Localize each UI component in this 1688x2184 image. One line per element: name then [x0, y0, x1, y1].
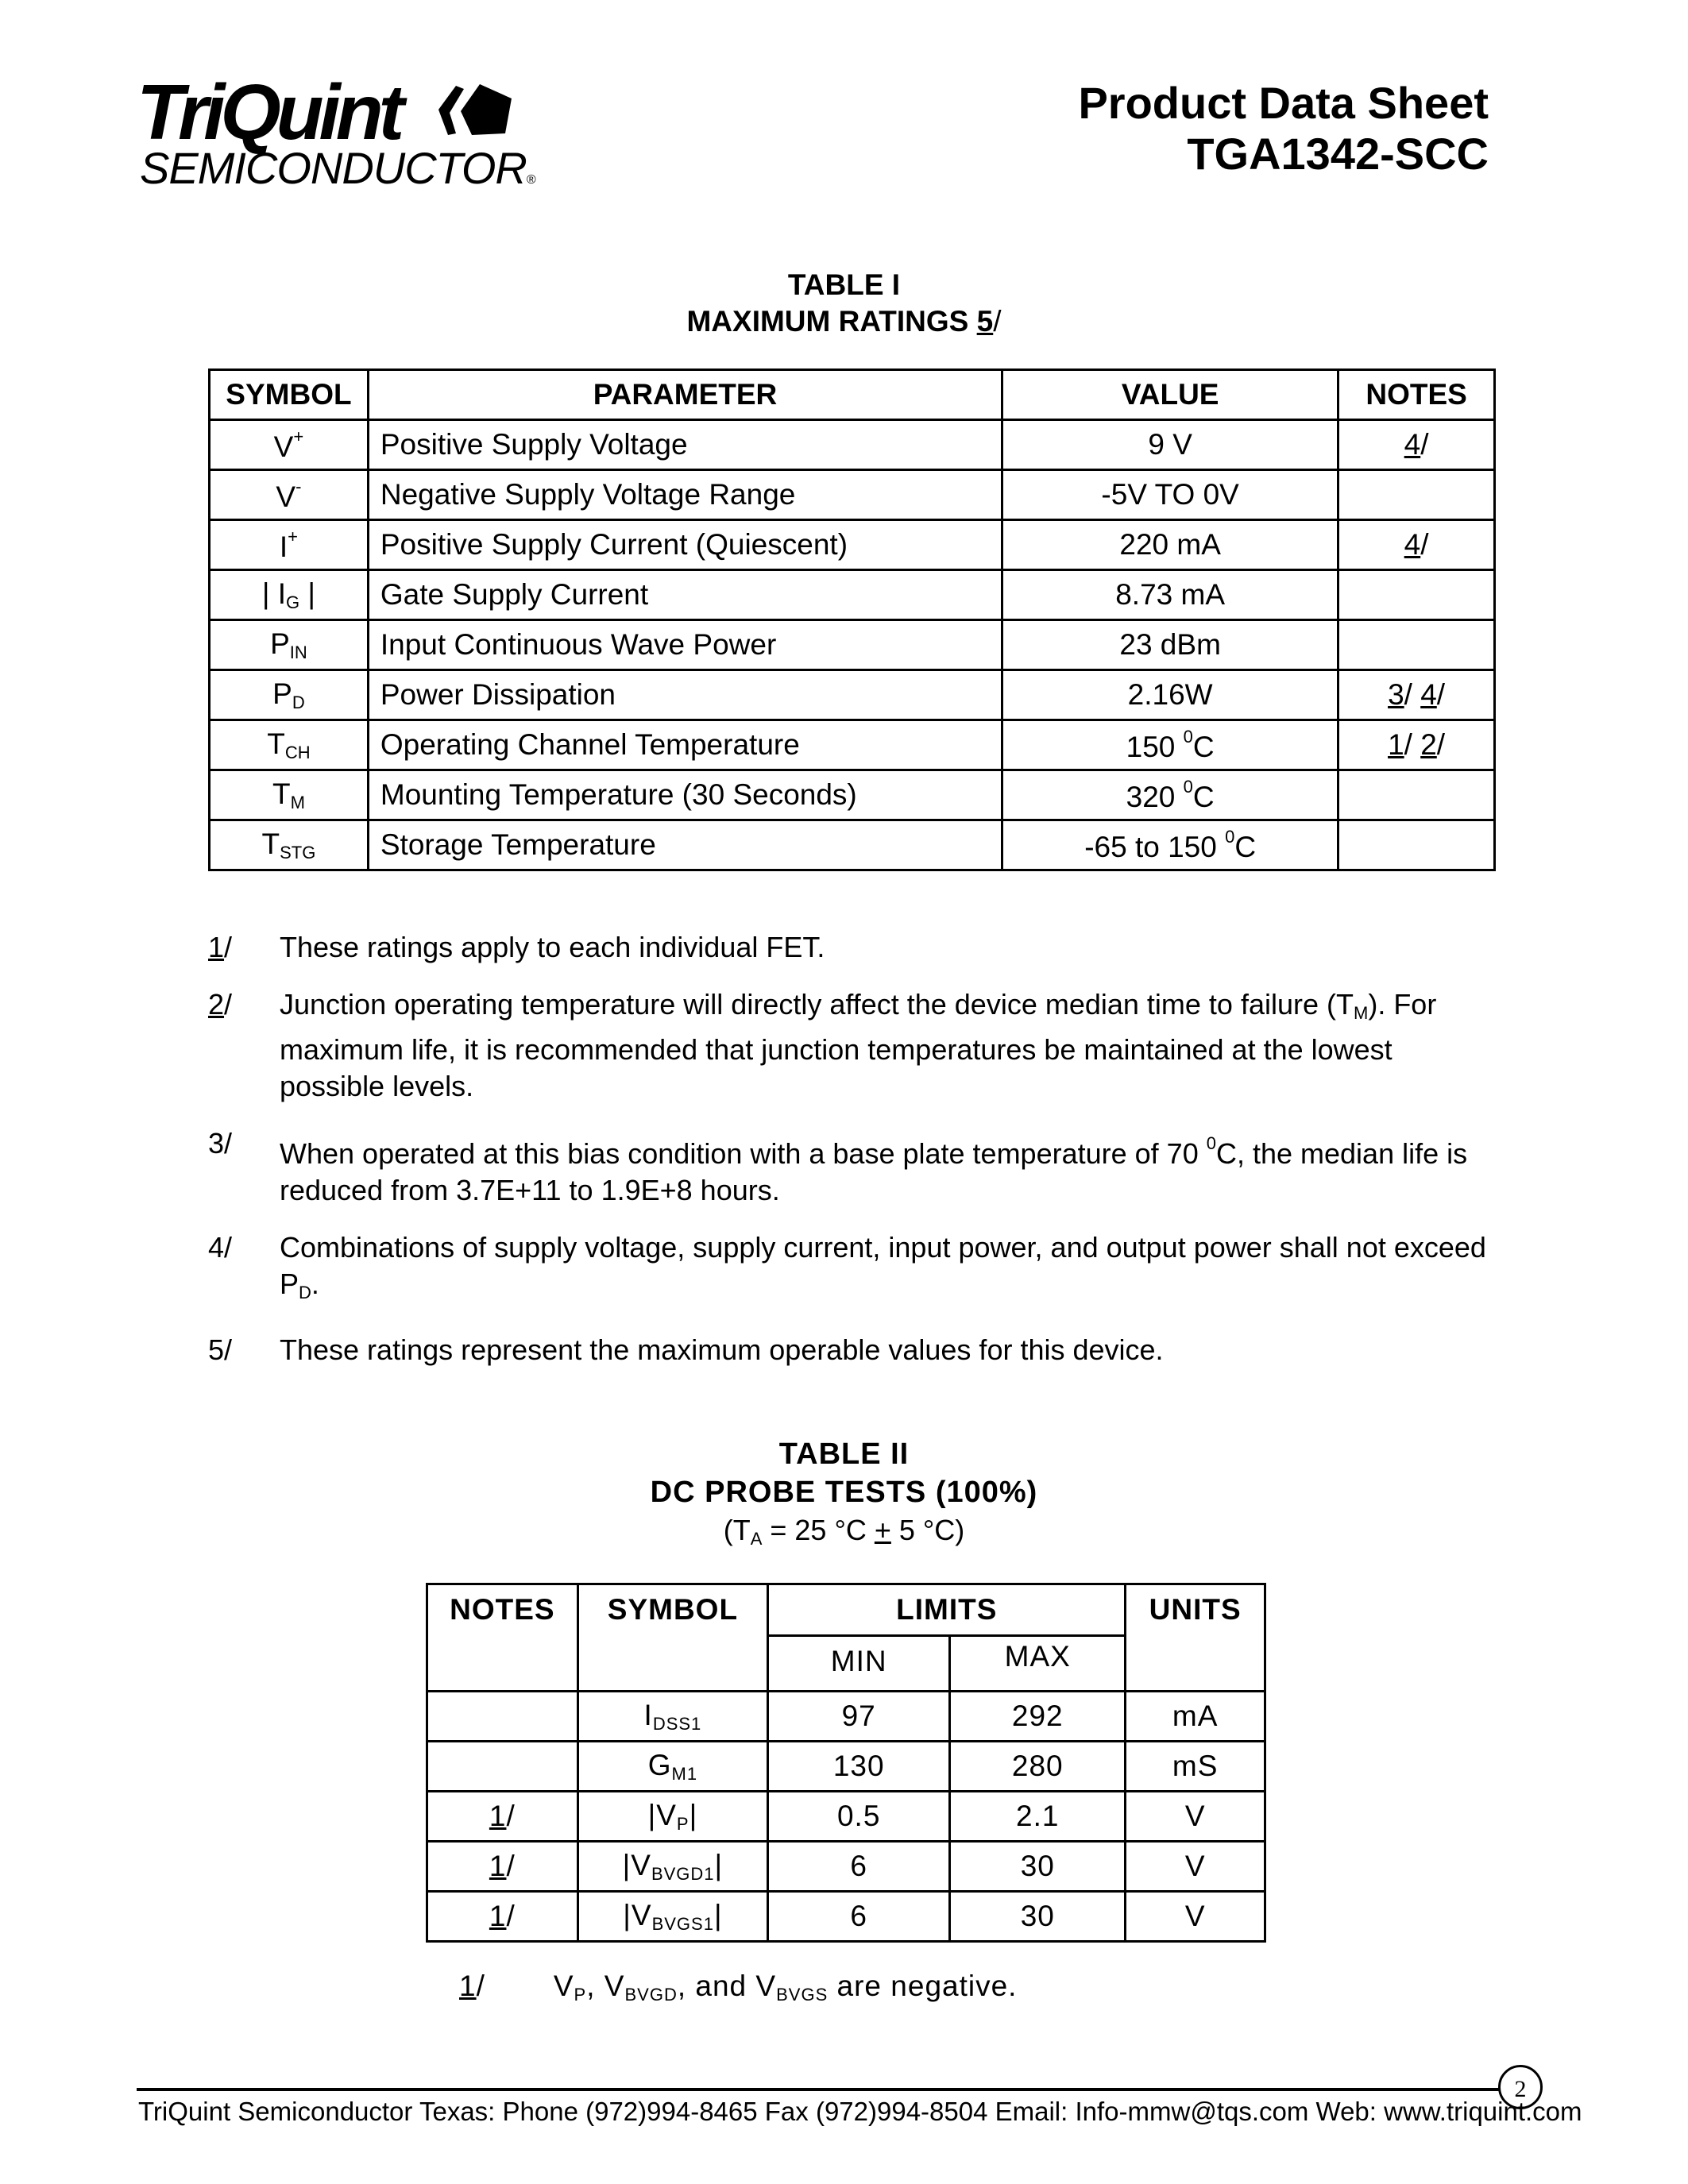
table-row	[210, 470, 1495, 520]
table2-subtitle: DC PROBE TESTS (100%)	[650, 1476, 1038, 1509]
table-row	[210, 820, 1495, 870]
table2-conditions: ($T_A = 25$ °C + 5 °C)	[723, 1514, 965, 1549]
value-cell: 2.16W	[1002, 670, 1338, 720]
note-item	[208, 986, 1495, 1105]
symbol-cell: $I_{DSS1}$	[577, 1692, 768, 1742]
symbol-cell: V-	[210, 470, 369, 520]
symbol-cell: I+	[210, 520, 369, 570]
table2-header-limits: LIMITS	[768, 1584, 1126, 1636]
note-number: 1/	[208, 931, 233, 963]
note-text: Junction operating temperature will directly affect the device median time to failure $(T_M)$. For maximum life, it is recommended that junction temperatures be maintained at the lowest possible levels.	[280, 988, 1437, 1102]
value-cell: -65 to 150 $^0$C	[1002, 820, 1338, 870]
notes-cell: 1/	[427, 1892, 578, 1942]
notes-cell	[1338, 770, 1495, 820]
symbol-cell: $P_{IN}$	[210, 620, 369, 670]
notes-cell	[1338, 620, 1495, 670]
table2-title: TABLE II	[778, 1437, 910, 1471]
max-cell: 292	[950, 1692, 1126, 1742]
value-cell: 150 $^0$C	[1002, 720, 1338, 770]
note-text: When operated at this bias condition with a base plate temperature of 70 $^0$C, the median life is reduced from 3.7E+11 to 1.9E+8 hours.	[280, 1133, 1468, 1206]
symbol-cell: $|V_{BVGD1}|$	[577, 1842, 768, 1892]
notes-cell	[427, 1742, 578, 1792]
table-row	[210, 570, 1495, 620]
table-row	[427, 1792, 1265, 1842]
notes-cell: 1/	[427, 1842, 578, 1892]
symbol-cell: $|V_{BVGS1}|$	[577, 1892, 768, 1942]
table-row	[427, 1842, 1265, 1892]
max-cell: 30	[950, 1892, 1126, 1942]
table-row	[427, 1692, 1265, 1742]
units-cell: V	[1126, 1892, 1265, 1942]
max-cell: 30	[950, 1842, 1126, 1892]
parameter-cell: Negative Supply Voltage Range	[368, 470, 1002, 520]
note-item	[208, 1332, 1495, 1368]
table-row	[427, 1892, 1265, 1942]
parameter-cell: Gate Supply Current	[368, 570, 1002, 620]
note-text: These ratings represent the maximum operable values for this device.	[280, 1333, 1164, 1366]
parameter-cell: Input Continuous Wave Power	[368, 620, 1002, 670]
table-row	[427, 1742, 1265, 1792]
table2-note: 1/ $V_P$, $V_{BVGD}$, and $V_{BVGS}$ are negative.	[459, 1970, 1018, 2005]
symbol-cell: $T_{CH}$	[210, 720, 369, 770]
table-row	[210, 670, 1495, 720]
table2-header-symbol: SYMBOL	[577, 1584, 768, 1692]
value-cell: 9 V	[1002, 420, 1338, 470]
parameter-cell: Positive Supply Current (Quiescent)	[368, 520, 1002, 570]
value-cell: 8.73 mA	[1002, 570, 1338, 620]
triquint-logo	[137, 68, 550, 193]
note-number: 3/	[208, 1127, 233, 1160]
title-line-1: Product Data Sheet	[1078, 78, 1489, 128]
table-row	[210, 770, 1495, 820]
units-cell: mS	[1126, 1742, 1265, 1792]
registered-mark: ®	[526, 173, 535, 187]
symbol-cell: $|V_P|$	[577, 1792, 768, 1842]
table1-title: TABLE I	[787, 268, 901, 301]
parameter-cell: Power Dissipation	[368, 670, 1002, 720]
parameter-cell: Positive Supply Voltage	[368, 420, 1002, 470]
notes-cell: 1/ 2/	[1338, 720, 1495, 770]
table2-header-row	[427, 1584, 1265, 1636]
parameter-cell: Operating Channel Temperature	[368, 720, 1002, 770]
value-cell: -5V TO 0V	[1002, 470, 1338, 520]
notes-cell	[1338, 570, 1495, 620]
note-item	[208, 1229, 1495, 1311]
units-cell: V	[1126, 1842, 1265, 1892]
notes-cell	[1338, 820, 1495, 870]
value-cell: 220 mA	[1002, 520, 1338, 570]
note-number: 2/	[208, 988, 233, 1021]
dc-probe-tests-table	[426, 1583, 1266, 1943]
min-cell: 97	[768, 1692, 950, 1742]
notes-cell: 3/ 4/	[1338, 670, 1495, 720]
notes-cell: 4/	[1338, 420, 1495, 470]
min-cell: 6	[768, 1842, 950, 1892]
units-cell: mA	[1126, 1692, 1265, 1742]
table1-header-row	[210, 370, 1495, 420]
note-item	[208, 1125, 1495, 1209]
table2-header-notes: NOTES	[427, 1584, 578, 1692]
page-number: 2	[1498, 2065, 1543, 2109]
notes-cell: 4/	[1338, 520, 1495, 570]
logo-wordmark: TriQuint	[137, 68, 400, 156]
note-text: These ratings apply to each individual FET.	[280, 931, 825, 963]
max-cell: 2.1	[950, 1792, 1126, 1842]
maximum-ratings-table	[208, 369, 1496, 871]
min-cell: 130	[768, 1742, 950, 1792]
table1-header-parameter: PARAMETER	[368, 370, 1002, 420]
symbol-cell: $T_{STG}$	[210, 820, 369, 870]
parameter-cell: Mounting Temperature (30 Seconds)	[368, 770, 1002, 820]
logo-subtitle: SEMICONDUCTOR®	[140, 143, 535, 193]
symbol-cell: | $I_G$ |	[210, 570, 369, 620]
notes-cell	[1338, 470, 1495, 520]
note-item	[208, 929, 1495, 966]
symbol-cell: $P_D$	[210, 670, 369, 720]
table2-header-min: MIN	[768, 1636, 950, 1692]
value-cell: 320 $^0$C	[1002, 770, 1338, 820]
notes-cell	[427, 1692, 578, 1742]
footer-rule	[137, 2088, 1519, 2091]
max-cell: 280	[950, 1742, 1126, 1792]
title-line-2: TGA1342-SCC	[1187, 129, 1489, 179]
table1-notes	[208, 929, 1495, 1389]
parameter-cell: Storage Temperature	[368, 820, 1002, 870]
note-text: Combinations of supply voltage, supply current, input power, and output power shall not exceed $P_D$.	[280, 1231, 1486, 1302]
table1-header-value: VALUE	[1002, 370, 1338, 420]
notes-cell: 1/	[427, 1792, 578, 1842]
table2-header-max: MAX	[950, 1636, 1126, 1692]
footer-contact: TriQuint Semiconductor Texas: Phone (972)994-8465 Fax (972)994-8504 Email: Info-mmw@tqs.com Web: www.triquint.com	[138, 2097, 1582, 2126]
units-cell: V	[1126, 1792, 1265, 1842]
note-number: 5/	[208, 1333, 233, 1366]
value-cell: 23 dBm	[1002, 620, 1338, 670]
note-number: 4/	[208, 1231, 233, 1264]
min-cell: 0.5	[768, 1792, 950, 1842]
table2-header-units: UNITS	[1126, 1584, 1265, 1692]
table1-header-symbol: SYMBOL	[210, 370, 369, 420]
table-row	[210, 620, 1495, 670]
table-row	[210, 720, 1495, 770]
table-row	[210, 420, 1495, 470]
table1-header-notes: NOTES	[1338, 370, 1495, 420]
table1-subtitle: MAXIMUM RATINGS 5/	[686, 305, 1002, 338]
symbol-cell: $T_M$	[210, 770, 369, 820]
table-row	[210, 520, 1495, 570]
symbol-cell: $G_{M1}$	[577, 1742, 768, 1792]
document-title	[1078, 78, 1489, 179]
logo-pentagon-icon	[432, 78, 518, 141]
symbol-cell: V+	[210, 420, 369, 470]
min-cell: 6	[768, 1892, 950, 1942]
